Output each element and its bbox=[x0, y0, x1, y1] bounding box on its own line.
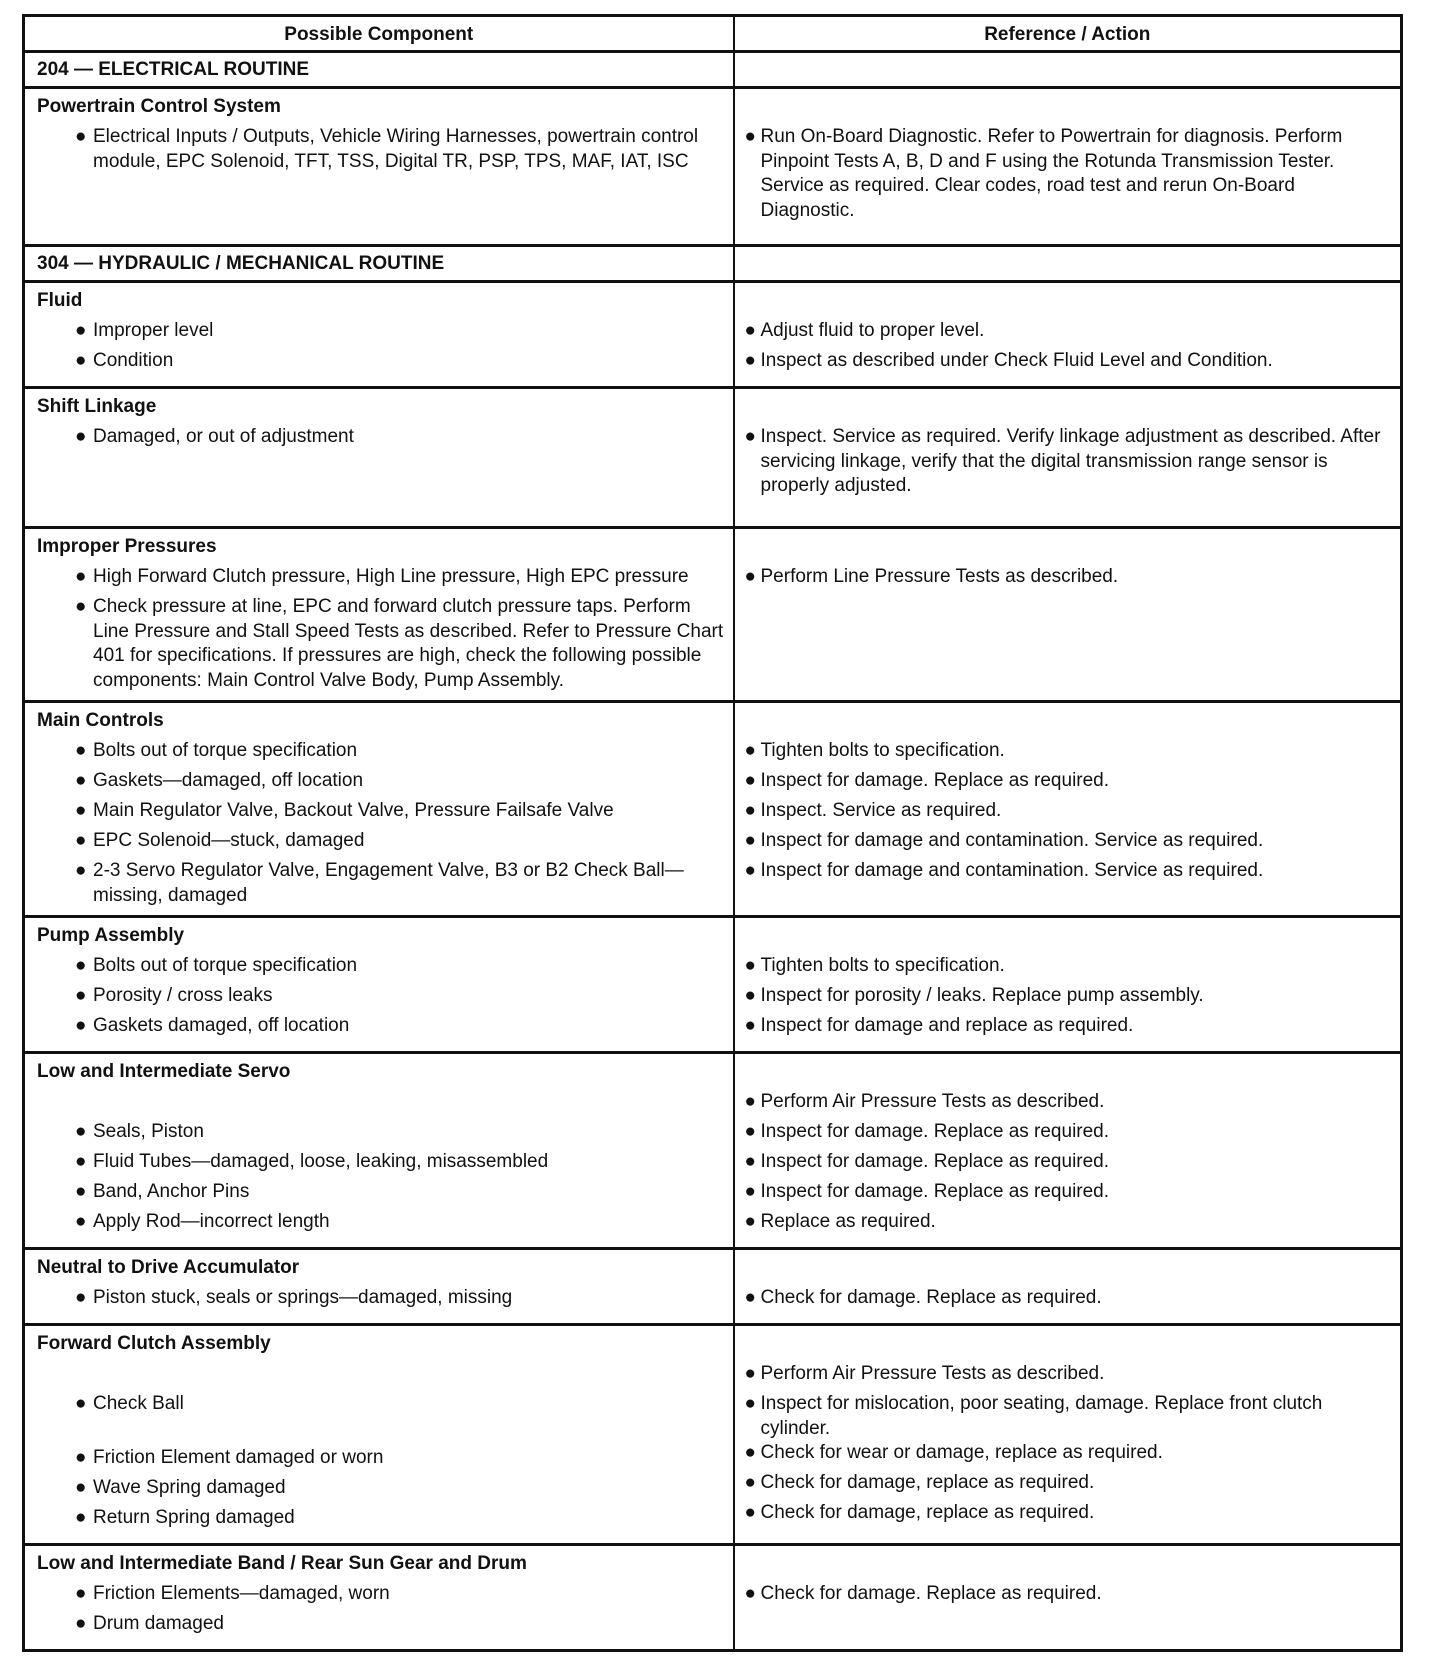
component-cell bbox=[24, 528, 734, 702]
group-shift-linkage bbox=[24, 388, 1402, 528]
bullet-icon: ● bbox=[744, 860, 756, 881]
action-cell bbox=[734, 282, 1402, 388]
component-cell bbox=[24, 917, 734, 1053]
bullet-icon: ● bbox=[75, 1583, 87, 1604]
group-title: Powertrain Control System bbox=[37, 96, 281, 117]
group-title: Improper Pressures bbox=[37, 536, 217, 557]
action-cell bbox=[734, 702, 1402, 917]
bullet-icon: ● bbox=[744, 1121, 756, 1142]
list-item: ● Improper level bbox=[37, 319, 725, 349]
bullet-icon: ● bbox=[75, 860, 87, 881]
action-item: ● Perform Air Pressure Tests as described. bbox=[745, 1090, 1385, 1120]
component-cell bbox=[24, 282, 734, 388]
list-item: ● Drum damaged bbox=[37, 1612, 725, 1642]
list-item: ● High Forward Clutch pressure, High Line pressure, High EPC pressure bbox=[37, 565, 725, 595]
bullet-icon: ● bbox=[744, 740, 756, 761]
bullet-icon: ● bbox=[744, 1472, 756, 1493]
bullet-icon: ● bbox=[744, 1442, 756, 1463]
bullet-icon: ● bbox=[75, 566, 87, 587]
action-cell bbox=[734, 1545, 1402, 1651]
list-item: ● Bolts out of torque specification bbox=[37, 739, 725, 769]
group-low-intermediate-servo bbox=[24, 1053, 1402, 1249]
action-item: ● Perform Air Pressure Tests as described. bbox=[745, 1362, 1385, 1392]
bullet-icon: ● bbox=[75, 1613, 87, 1634]
group-title: Forward Clutch Assembly bbox=[37, 1333, 271, 1354]
list-item: ● Porosity / cross leaks bbox=[37, 984, 725, 1014]
action-item: ● Inspect. Service as required. bbox=[745, 799, 1385, 829]
routine-empty-cell bbox=[734, 52, 1402, 88]
bullet-icon: ● bbox=[75, 830, 87, 851]
action-item: ● Check for damage, replace as required. bbox=[745, 1471, 1385, 1501]
action-cell bbox=[734, 88, 1402, 246]
list-item: ● Condition bbox=[37, 349, 725, 379]
bullet-icon: ● bbox=[744, 126, 756, 147]
list-item: ● Check pressure at line, EPC and forward clutch pressure taps. Perform Line Pressure and Stall Speed Tests as described. Refer to Pressure Chart 401 for specifications. If pressures are high, check the following possible components: Main Control Valve Body, Pump Assembly. bbox=[75, 596, 724, 691]
action-item: ● Inspect for mislocation, poor seating, damage. Replace front clutch cylinder. bbox=[744, 1393, 1323, 1439]
list-item: ● Friction Elements—damaged, worn bbox=[37, 1582, 725, 1612]
bullet-icon: ● bbox=[75, 1151, 87, 1172]
list-item: ● Return Spring damaged bbox=[37, 1506, 725, 1536]
bullet-icon: ● bbox=[75, 1211, 87, 1232]
list-item: ● Electrical Inputs / Outputs, Vehicle Wiring Harnesses, powertrain control module, EPC Solenoid, TFT, TSS, Digital TR, PSP, TPS, MAF, IAT, ISC bbox=[75, 126, 699, 172]
bullet-icon: ● bbox=[75, 1477, 87, 1498]
bullet-icon: ● bbox=[75, 770, 87, 791]
bullet-icon: ● bbox=[744, 770, 756, 791]
action-item: ● Check for damage. Replace as required. bbox=[745, 1582, 1385, 1612]
list-item: ● Gaskets damaged, off location bbox=[37, 1014, 725, 1044]
bullet-icon: ● bbox=[744, 1363, 756, 1384]
group-accumulator bbox=[24, 1249, 1402, 1325]
action-item: ● Check for wear or damage, replace as required. bbox=[745, 1441, 1385, 1471]
bullet-icon: ● bbox=[744, 1091, 756, 1112]
bullet-icon: ● bbox=[744, 955, 756, 976]
group-pump-assembly bbox=[24, 917, 1402, 1053]
action-cell bbox=[734, 1053, 1402, 1249]
action-item: ● Tighten bolts to specification. bbox=[745, 954, 1385, 984]
bullet-icon: ● bbox=[75, 1393, 87, 1414]
bullet-icon: ● bbox=[744, 1015, 756, 1036]
list-item: ● Seals, Piston bbox=[37, 1120, 725, 1150]
group-title: Pump Assembly bbox=[37, 925, 185, 946]
action-item: ● Inspect as described under Check Fluid Level and Condition. bbox=[745, 349, 1385, 379]
action-item: ● Perform Line Pressure Tests as described. bbox=[745, 565, 1385, 595]
bullet-icon: ● bbox=[75, 126, 87, 147]
action-item: ● Inspect for damage. Replace as required. bbox=[745, 1150, 1385, 1180]
action-cell bbox=[734, 1249, 1402, 1325]
bullet-icon: ● bbox=[75, 955, 87, 976]
routine-title-304: 304 — HYDRAULIC / MECHANICAL ROUTINE bbox=[24, 246, 734, 282]
group-main-controls bbox=[24, 702, 1402, 917]
component-cell bbox=[24, 88, 734, 246]
list-item: ● EPC Solenoid—stuck, damaged bbox=[37, 829, 725, 859]
routine-empty-cell bbox=[734, 246, 1402, 282]
action-item: ● Inspect for porosity / leaks. Replace pump assembly. bbox=[745, 984, 1385, 1014]
list-item: ● Piston stuck, seals or springs—damaged, missing bbox=[37, 1286, 725, 1316]
group-forward-clutch bbox=[24, 1325, 1402, 1545]
action-cell bbox=[734, 1325, 1402, 1545]
bullet-icon: ● bbox=[75, 1181, 87, 1202]
action-item: ● Check for damage, replace as required. bbox=[745, 1501, 1385, 1531]
action-item: ● Run On-Board Diagnostic. Refer to Powertrain for diagnosis. Perform Pinpoint Tests A, B, D and F using the Rotunda Transmission Tester. Service as required. Clear codes, road test and rerun On-Board Diagnostic. bbox=[744, 126, 1343, 221]
list-item: ● Fluid Tubes—damaged, loose, leaking, misassembled bbox=[37, 1150, 725, 1180]
action-cell bbox=[734, 528, 1402, 702]
action-cell bbox=[734, 388, 1402, 528]
bullet-icon: ● bbox=[75, 1507, 87, 1528]
component-cell bbox=[24, 1053, 734, 1249]
component-cell bbox=[24, 1325, 734, 1545]
list-item: ● Gaskets—damaged, off location bbox=[37, 769, 725, 799]
bullet-icon: ● bbox=[75, 596, 87, 617]
list-item: ● Main Regulator Valve, Backout Valve, Pressure Failsafe Valve bbox=[37, 799, 725, 829]
bullet-icon: ● bbox=[744, 1181, 756, 1202]
bullet-icon: ● bbox=[744, 320, 756, 341]
bullet-icon: ● bbox=[75, 320, 87, 341]
action-item: ● Adjust fluid to proper level. bbox=[745, 319, 1385, 349]
group-low-intermediate-band bbox=[24, 1545, 1402, 1651]
bullet-icon: ● bbox=[75, 985, 87, 1006]
list-item: ● Wave Spring damaged bbox=[37, 1476, 725, 1506]
list-item: ● Apply Rod—incorrect length bbox=[37, 1210, 725, 1240]
action-item: ● Inspect for damage and contamination. Service as required. bbox=[745, 829, 1385, 859]
group-title: Neutral to Drive Accumulator bbox=[37, 1257, 300, 1278]
action-item: ● Tighten bolts to specification. bbox=[745, 739, 1385, 769]
bullet-icon: ● bbox=[744, 1211, 756, 1232]
bullet-icon: ● bbox=[75, 1287, 87, 1308]
component-cell bbox=[24, 388, 734, 528]
action-cell bbox=[734, 917, 1402, 1053]
bullet-icon: ● bbox=[744, 426, 756, 447]
action-item: ● Inspect for damage. Replace as required. bbox=[745, 1180, 1385, 1210]
action-item: ● Inspect for damage and replace as required. bbox=[745, 1014, 1385, 1044]
group-improper-pressures bbox=[24, 528, 1402, 702]
list-item: ● 2-3 Servo Regulator Valve, Engagement Valve, B3 or B2 Check Ball—missing, damaged bbox=[75, 860, 684, 906]
bullet-icon: ● bbox=[744, 350, 756, 371]
bullet-icon: ● bbox=[744, 1502, 756, 1523]
bullet-icon: ● bbox=[744, 800, 756, 821]
action-item: ● Inspect for damage. Replace as required. bbox=[745, 1120, 1385, 1150]
bullet-icon: ● bbox=[75, 740, 87, 761]
group-title: Fluid bbox=[37, 290, 83, 311]
routine-row-204 bbox=[24, 52, 1402, 88]
bullet-icon: ● bbox=[744, 1287, 756, 1308]
group-powertrain bbox=[24, 88, 1402, 246]
column-header-component: Possible Component bbox=[24, 16, 734, 52]
bullet-icon: ● bbox=[75, 1447, 87, 1468]
bullet-icon: ● bbox=[744, 1151, 756, 1172]
list-item: ● Bolts out of torque specification bbox=[37, 954, 725, 984]
group-title: Low and Intermediate Band / Rear Sun Gear and Drum bbox=[37, 1553, 527, 1574]
group-title: Main Controls bbox=[37, 710, 164, 731]
header-row bbox=[24, 16, 1402, 52]
bullet-icon: ● bbox=[744, 566, 756, 587]
bullet-icon: ● bbox=[744, 1583, 756, 1604]
bullet-icon: ● bbox=[744, 830, 756, 851]
bullet-icon: ● bbox=[75, 800, 87, 821]
list-item: ● Damaged, or out of adjustment bbox=[37, 425, 725, 455]
bullet-icon: ● bbox=[744, 1393, 756, 1414]
bullet-icon: ● bbox=[75, 1121, 87, 1142]
list-item: ● Friction Element damaged or worn bbox=[37, 1446, 725, 1476]
group-title: Low and Intermediate Servo bbox=[37, 1061, 291, 1082]
bullet-icon: ● bbox=[75, 350, 87, 371]
routine-title-204: 204 — ELECTRICAL ROUTINE bbox=[24, 52, 734, 88]
action-item: ● Check for damage. Replace as required. bbox=[745, 1286, 1385, 1316]
column-header-reference: Reference / Action bbox=[734, 16, 1402, 52]
group-fluid bbox=[24, 282, 1402, 388]
list-item: ● Check Ball bbox=[37, 1392, 725, 1446]
action-item: ● Inspect. Service as required. Verify linkage adjustment as described. After servicing linkage, verify that the digital transmission range sensor is properly adjusted. bbox=[744, 426, 1381, 496]
bullet-icon: ● bbox=[75, 426, 87, 447]
diagnosis-table bbox=[22, 14, 1403, 1652]
list-item: ● Band, Anchor Pins bbox=[37, 1180, 725, 1210]
bullet-icon: ● bbox=[744, 985, 756, 1006]
action-item: ● Inspect for damage and contamination. Service as required. bbox=[745, 859, 1385, 889]
routine-row-304 bbox=[24, 246, 1402, 282]
component-cell bbox=[24, 1545, 734, 1651]
bullet-icon: ● bbox=[75, 1015, 87, 1036]
action-item: ● Inspect for damage. Replace as required. bbox=[745, 769, 1385, 799]
action-item: ● Replace as required. bbox=[745, 1210, 1385, 1240]
component-cell bbox=[24, 702, 734, 917]
component-cell bbox=[24, 1249, 734, 1325]
group-title: Shift Linkage bbox=[37, 396, 157, 417]
